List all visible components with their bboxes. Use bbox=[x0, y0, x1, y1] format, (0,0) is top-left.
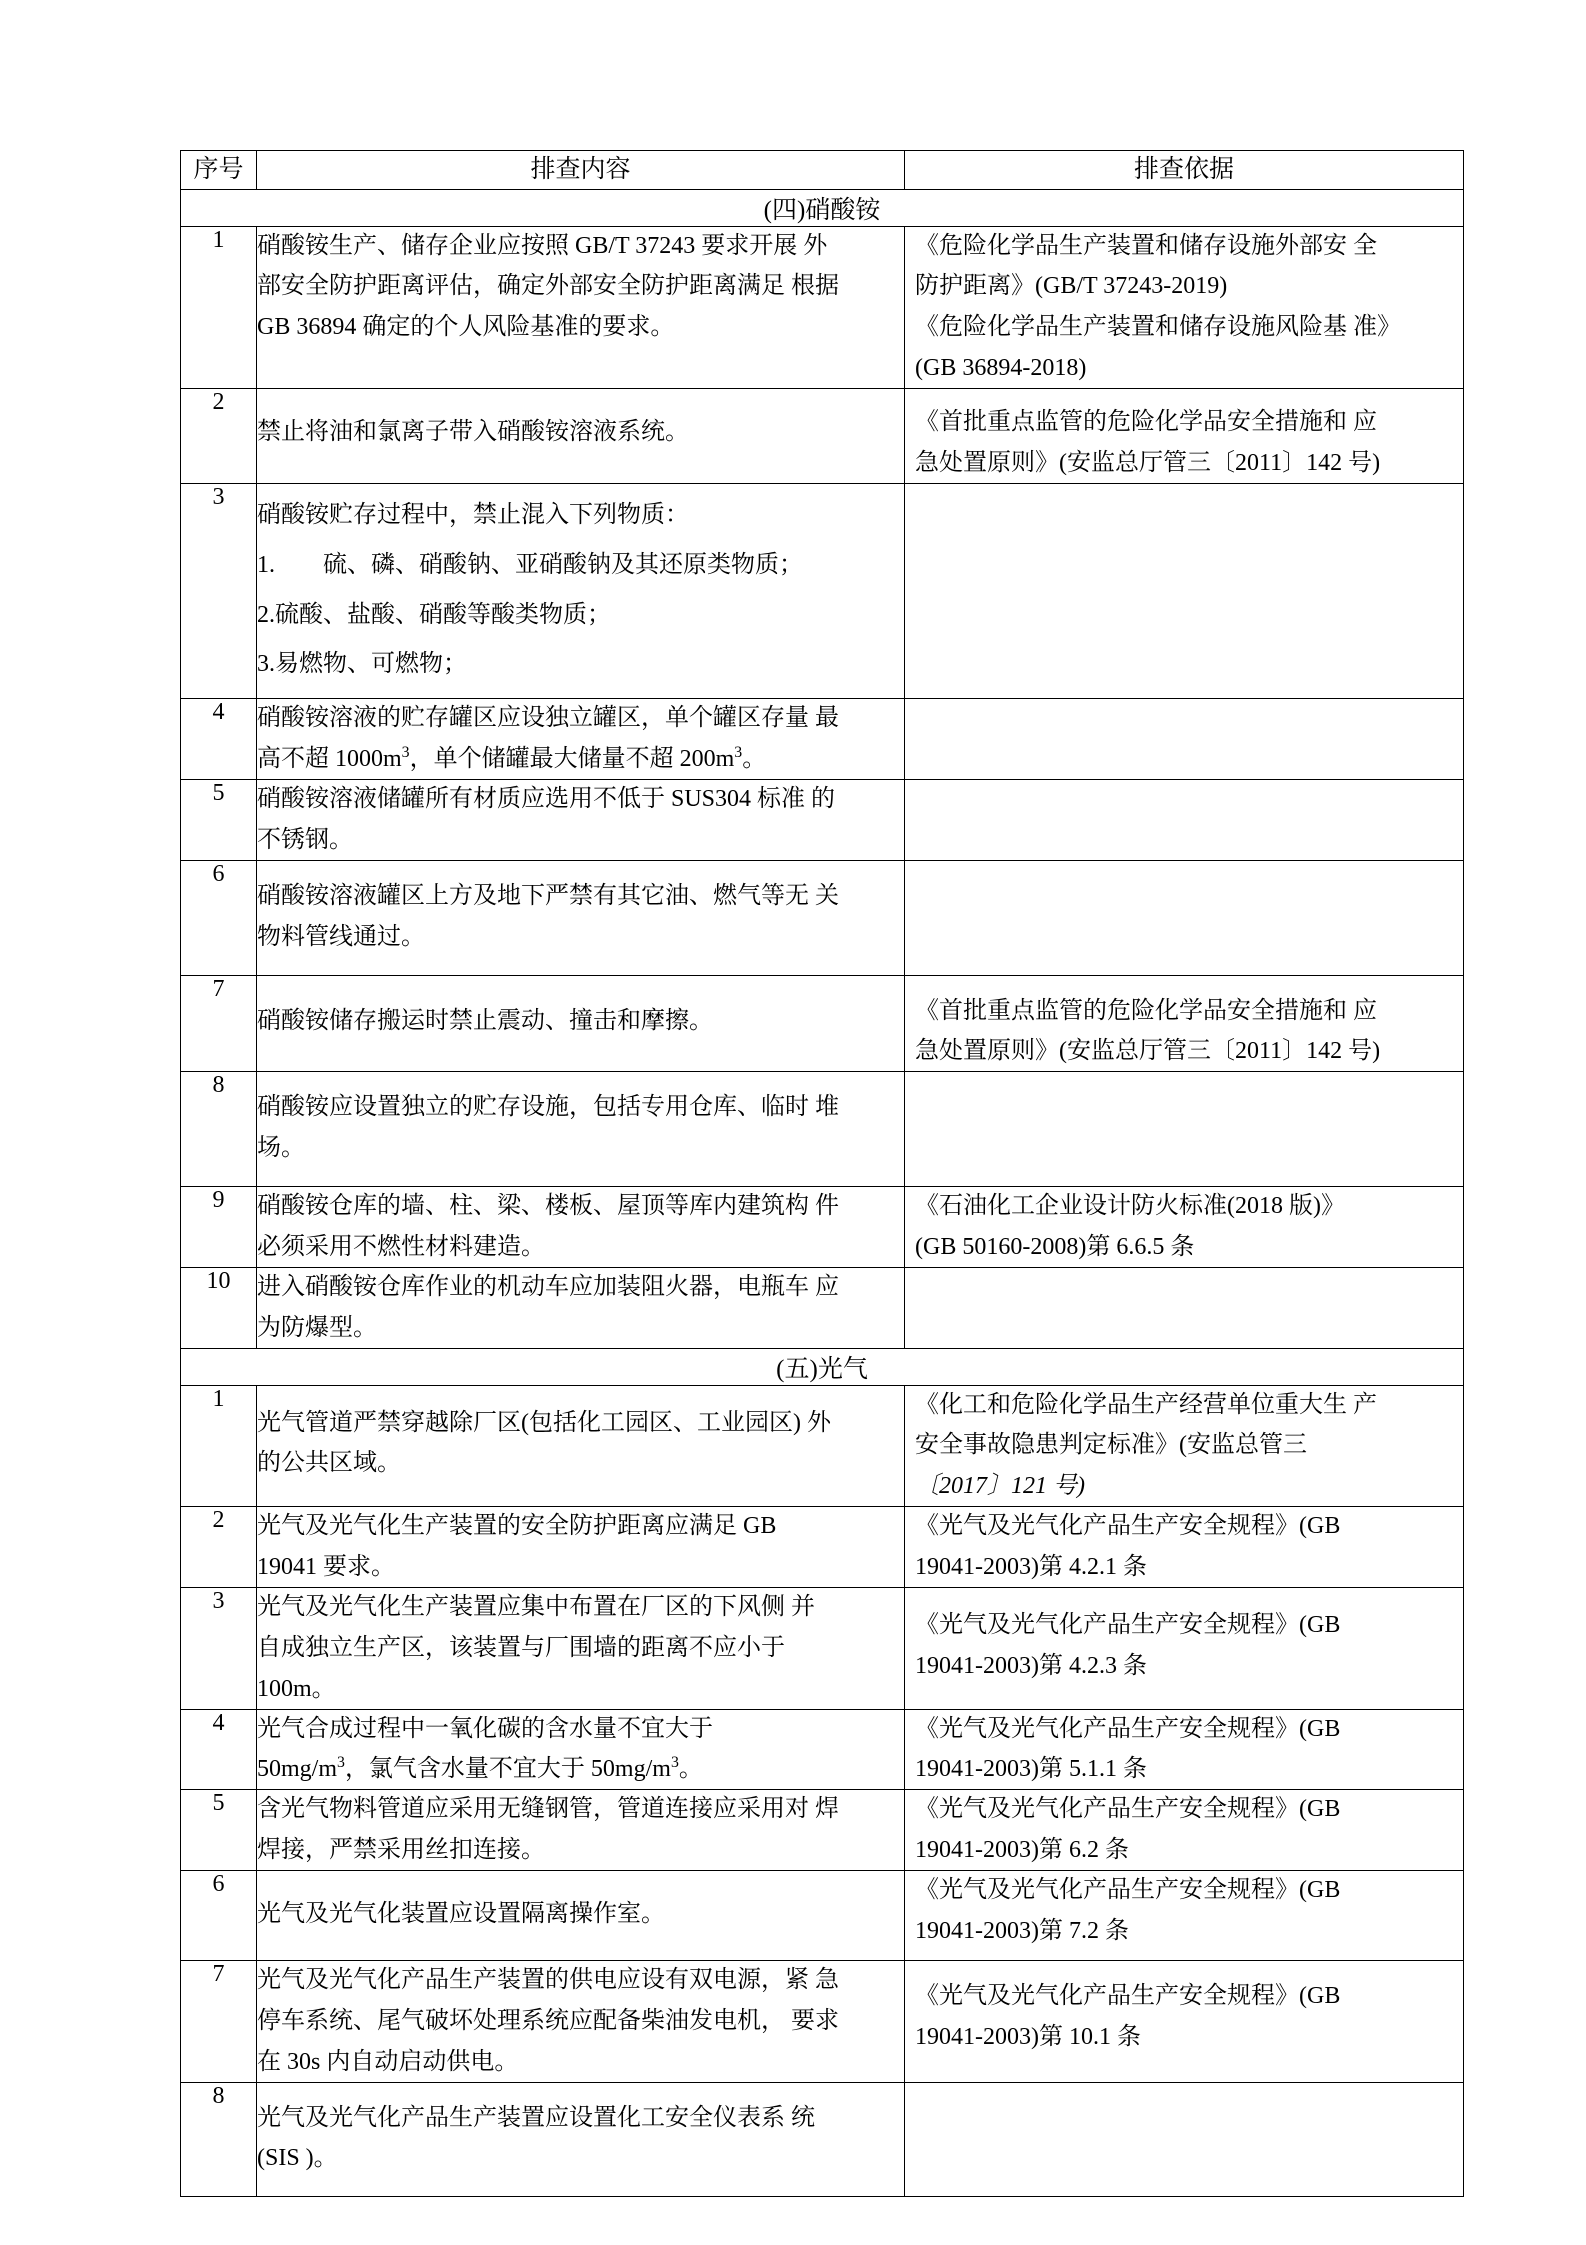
item-line: 1. 硫、磷、硝酸钠、亚硝酸钠及其还原类物质； bbox=[257, 551, 803, 578]
row-item bbox=[257, 1960, 905, 2082]
row-basis bbox=[905, 699, 1464, 780]
row-number: 7 bbox=[181, 975, 257, 1072]
item-line: 场。 bbox=[257, 1135, 305, 1162]
table-row bbox=[181, 1709, 1464, 1790]
basis-line: 安全事故隐患判定标准》(安监总管三 bbox=[915, 1432, 1307, 1459]
row-item bbox=[257, 2082, 905, 2197]
row-basis bbox=[905, 1187, 1464, 1268]
item-line: 光气及光气化生产装置应集中布置在厂区的下风侧 并 bbox=[257, 1593, 815, 1620]
row-number: 2 bbox=[181, 1507, 257, 1588]
row-number: 2 bbox=[181, 389, 257, 484]
table-row bbox=[181, 226, 1464, 389]
basis-line: 《首批重点监管的危险化学品安全措施和 应 bbox=[915, 997, 1377, 1024]
row-basis bbox=[905, 1072, 1464, 1187]
item-line: 硝酸铵溶液罐区上方及地下严禁有其它油、燃气等无 关 bbox=[257, 882, 839, 909]
item-line: (SIS )。 bbox=[257, 2145, 338, 2172]
item-line: 含光气物料管道应采用无缝钢管，管道连接应采用对 焊 bbox=[257, 1796, 839, 1823]
row-item bbox=[257, 1072, 905, 1187]
item-line: 硝酸铵仓库的墙、柱、梁、楼板、屋顶等库内建筑构 件 bbox=[257, 1193, 839, 1219]
basis-line: 《危险化学品生产装置和储存设施风险基 准》 bbox=[915, 314, 1401, 341]
item-line: 为防爆型。 bbox=[257, 1314, 377, 1341]
item-line: 光气及光气化装置应设置隔离操作室。 bbox=[257, 1901, 665, 1927]
basis-line: 急处置原则》(安监总厅管三〔2011〕142 号) bbox=[915, 449, 1381, 476]
item-line: 硝酸铵溶液储罐所有材质应选用不低于 SUS304 标准 的 bbox=[257, 786, 836, 812]
basis-line: 19041-2003)第 10.1 条 bbox=[915, 2023, 1141, 2050]
table-row bbox=[181, 780, 1464, 861]
item-line: 在 30s 内自动启动供电。 bbox=[257, 2048, 519, 2075]
row-item bbox=[257, 1587, 905, 1709]
item-line: 硝酸铵储存搬运时禁止震动、撞击和摩擦。 bbox=[257, 1007, 713, 1034]
item-line: 硝酸铵生产、储存企业应按照 GB/T 37243 要求开展 外 bbox=[257, 232, 828, 259]
row-basis bbox=[905, 2082, 1464, 2197]
header-item: 排查内容 bbox=[257, 151, 905, 190]
row-item bbox=[257, 1507, 905, 1588]
row-item bbox=[257, 975, 905, 1072]
row-item bbox=[257, 1709, 905, 1790]
table-row bbox=[181, 1187, 1464, 1268]
row-number: 4 bbox=[181, 699, 257, 780]
row-basis bbox=[905, 1385, 1464, 1507]
row-basis bbox=[905, 1507, 1464, 1588]
row-number: 1 bbox=[181, 1385, 257, 1507]
row-number: 3 bbox=[181, 1587, 257, 1709]
row-number: 7 bbox=[181, 1960, 257, 2082]
basis-line: (GB 36894-2018) bbox=[915, 355, 1087, 382]
row-number: 8 bbox=[181, 1072, 257, 1187]
item-line: 进入硝酸铵仓库作业的机动车应加装阻火器，电瓶车 应 bbox=[257, 1273, 839, 1300]
basis-line: 19041-2003)第 7.2 条 bbox=[915, 1917, 1129, 1944]
basis-line: 《首批重点监管的危险化学品安全措施和 应 bbox=[915, 409, 1377, 435]
item-line: 禁止将油和氯离子带入硝酸铵溶液系统。 bbox=[257, 419, 689, 445]
basis-line: 19041-2003)第 4.2.1 条 bbox=[915, 1554, 1147, 1580]
item-line: 光气及光气化产品生产装置应设置化工安全仪表系 统 bbox=[257, 2104, 815, 2131]
table-row bbox=[181, 699, 1464, 780]
row-basis bbox=[905, 1960, 1464, 2082]
row-number: 5 bbox=[181, 1790, 257, 1871]
table-row bbox=[181, 860, 1464, 975]
item-line: 停车系统、尾气破坏处理系统应配备柴油发电机， 要求 bbox=[257, 2007, 839, 2034]
row-basis bbox=[905, 860, 1464, 975]
row-number: 8 bbox=[181, 2082, 257, 2197]
row-basis bbox=[905, 1790, 1464, 1871]
item-line: 高不超 $1000m^3$，单个储罐最大储量不超 $200m^3$。 bbox=[257, 744, 767, 773]
row-basis bbox=[905, 1709, 1464, 1790]
row-item bbox=[257, 389, 905, 484]
table-row bbox=[181, 1507, 1464, 1588]
basis-line: 《光气及光气化产品生产安全规程》(GB bbox=[915, 1513, 1341, 1540]
item-line: 不锈钢。 bbox=[257, 826, 353, 853]
item-line: 光气及光气化生产装置的安全防护距离应满足 GB bbox=[257, 1513, 777, 1540]
item-line: 光气及光气化产品生产装置的供电应设有双电源，紧 急 bbox=[257, 1966, 839, 1993]
item-line: 自成独立生产区，该装置与厂围墙的距离不应小于 bbox=[257, 1634, 785, 1661]
header-basis: 排查依据 bbox=[905, 151, 1464, 190]
table-row bbox=[181, 975, 1464, 1072]
table-row bbox=[181, 1871, 1464, 1961]
row-basis bbox=[905, 780, 1464, 861]
row-number: 10 bbox=[181, 1267, 257, 1348]
item-line: GB 36894 确定的个人风险基准的要求。 bbox=[257, 314, 675, 341]
row-number: 9 bbox=[181, 1187, 257, 1268]
row-basis bbox=[905, 1587, 1464, 1709]
row-item bbox=[257, 860, 905, 975]
item-line: 3.易燃物、可燃物； bbox=[257, 651, 467, 678]
table-header-row bbox=[181, 151, 1464, 190]
row-item bbox=[257, 226, 905, 389]
row-item bbox=[257, 699, 905, 780]
section-title-row bbox=[181, 1348, 1464, 1385]
table-row bbox=[181, 1587, 1464, 1709]
item-line: 光气合成过程中一氧化碳的含水量不宜大于 bbox=[257, 1715, 713, 1742]
basis-line: 《光气及光气化产品生产安全规程》(GB bbox=[915, 1877, 1341, 1903]
row-number: 6 bbox=[181, 860, 257, 975]
inspection-checklist-table bbox=[180, 150, 1464, 2197]
basis-line: 19041-2003)第 5.1.1 条 bbox=[915, 1756, 1147, 1783]
section-title-1: (五)光气 bbox=[181, 1348, 1464, 1385]
table-row bbox=[181, 2082, 1464, 2197]
row-item bbox=[257, 1187, 905, 1268]
row-item bbox=[257, 1871, 905, 1961]
item-line: 100m。 bbox=[257, 1675, 336, 1702]
basis-line: 《光气及光气化产品生产安全规程》(GB bbox=[915, 1611, 1341, 1638]
table-row bbox=[181, 1790, 1464, 1871]
row-basis bbox=[905, 389, 1464, 484]
basis-line: 《石油化工企业设计防火标准(2018 版)》 bbox=[915, 1193, 1345, 1219]
item-line: 焊接，严禁采用丝扣连接。 bbox=[257, 1837, 545, 1864]
row-number: 1 bbox=[181, 226, 257, 389]
item-line: 19041 要求。 bbox=[257, 1554, 395, 1580]
basis-line: (GB 50160-2008)第 6.6.5 条 bbox=[915, 1233, 1195, 1260]
row-number: 6 bbox=[181, 1871, 257, 1961]
row-basis bbox=[905, 1871, 1464, 1961]
table-row bbox=[181, 389, 1464, 484]
item-line: 硝酸铵溶液的贮存罐区应设独立罐区，单个罐区存量 最 bbox=[257, 705, 839, 732]
row-basis bbox=[905, 1267, 1464, 1348]
table-row bbox=[181, 483, 1464, 699]
row-number: 5 bbox=[181, 780, 257, 861]
section-title-row bbox=[181, 189, 1464, 226]
item-line: $50mg/m^3$，氯气含水量不宜大于 $50mg/m^3$。 bbox=[257, 1754, 703, 1783]
table-row bbox=[181, 1385, 1464, 1507]
item-line: 光气管道严禁穿越除厂区(包括化工园区、工业园区) 外 bbox=[257, 1409, 831, 1436]
basis-line: 《光气及光气化产品生产安全规程》(GB bbox=[915, 1982, 1341, 2009]
section-title-0: (四)硝酸铵 bbox=[181, 189, 1464, 226]
item-line: 物料管线通过。 bbox=[257, 923, 425, 950]
basis-line: 急处置原则》(安监总厅管三〔2011〕142 号) bbox=[915, 1038, 1381, 1065]
item-line: 部安全防护距离评估，确定外部安全防护距离满足 根据 bbox=[257, 273, 839, 300]
row-basis bbox=[905, 975, 1464, 1072]
basis-line: 《光气及光气化产品生产安全规程》(GB bbox=[915, 1796, 1341, 1823]
basis-line: 《危险化学品生产装置和储存设施外部安 全 bbox=[915, 232, 1377, 259]
row-number: 4 bbox=[181, 1709, 257, 1790]
item-line: 的公共区域。 bbox=[257, 1450, 401, 1477]
table-row bbox=[181, 1267, 1464, 1348]
basis-line: 19041-2003)第 6.2 条 bbox=[915, 1837, 1129, 1864]
header-no: 序号 bbox=[181, 151, 257, 190]
table-row bbox=[181, 1960, 1464, 2082]
basis-line: 防护距离》(GB/T 37243-2019) bbox=[915, 273, 1228, 300]
table-row bbox=[181, 1072, 1464, 1187]
item-line: 必须采用不燃性材料建造。 bbox=[257, 1233, 545, 1260]
row-item bbox=[257, 1267, 905, 1348]
basis-line: 《化工和危险化学品生产经营单位重大生 产 bbox=[915, 1391, 1377, 1418]
row-item bbox=[257, 1385, 905, 1507]
row-basis bbox=[905, 226, 1464, 389]
row-basis bbox=[905, 483, 1464, 699]
item-line: 硝酸铵应设置独立的贮存设施，包括专用仓库、临时 堆 bbox=[257, 1094, 839, 1121]
row-item bbox=[257, 1790, 905, 1871]
row-item bbox=[257, 483, 905, 699]
basis-line: 19041-2003)第 4.2.3 条 bbox=[915, 1652, 1147, 1679]
row-number: 3 bbox=[181, 483, 257, 699]
basis-line: 〔2017〕121 号) bbox=[915, 1473, 1085, 1500]
basis-line: 《光气及光气化产品生产安全规程》(GB bbox=[915, 1715, 1341, 1742]
item-line: 2.硫酸、盐酸、硝酸等酸类物质； bbox=[257, 601, 611, 628]
item-line: 硝酸铵贮存过程中，禁止混入下列物质： bbox=[257, 501, 689, 528]
row-item bbox=[257, 780, 905, 861]
